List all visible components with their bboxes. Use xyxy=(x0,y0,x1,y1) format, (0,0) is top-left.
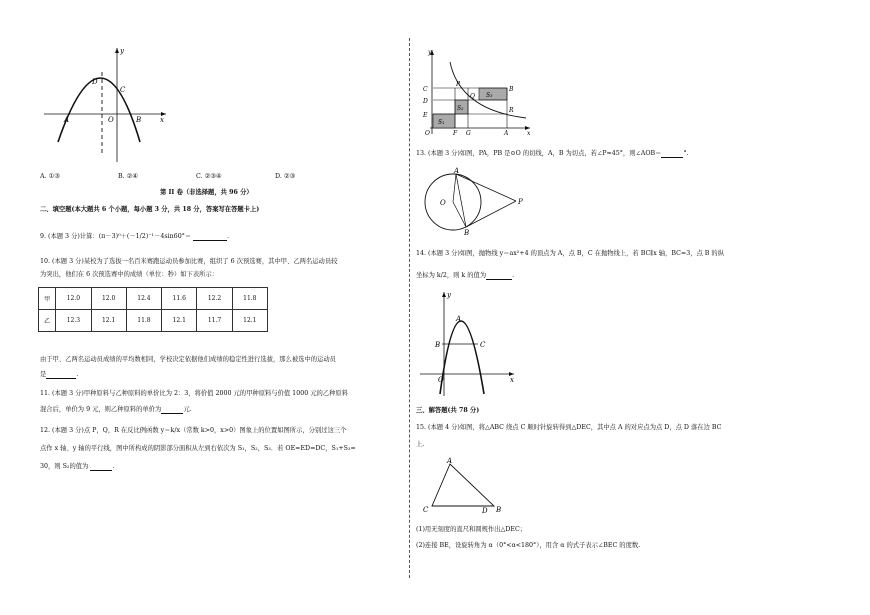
q10-line3: 由于甲、乙两名运动员成绩的平均数相同，学校决定依据他们成绩的稳定性进行选拔，那么被选中的运动员 xyxy=(40,356,336,363)
svg-text:D: D xyxy=(423,98,428,105)
circle-tangent-figure xyxy=(420,166,530,236)
q9: 9. (本题 3 分)计算：(π－3)⁰＋(－1/2)⁻¹－4sin60°＝ . xyxy=(40,233,230,240)
svg-text:x: x xyxy=(160,116,164,124)
svg-text:S₂: S₂ xyxy=(457,105,464,112)
q10-line1: 10. (本题 3 分)某校为了选拔一名百米赛跑运动员参加比赛，组织了 6 次预选赛，其中甲、乙两名运动员较 xyxy=(40,258,338,265)
parabola-figure-2 xyxy=(418,288,518,398)
q12-line3: 30，则 S₂的值为 . xyxy=(40,463,115,470)
svg-text:D: D xyxy=(92,78,98,86)
table-row: 甲 12.0 12.0 12.4 11.6 12.2 11.8 xyxy=(39,288,268,310)
svg-text:A: A xyxy=(447,457,453,465)
column-divider xyxy=(409,38,410,578)
q15-sub2: (2)连接 BE，设旋转角为 α（0°<α<180°），用含 α 的式子表示∠BEC 的度数. xyxy=(416,542,641,549)
choice-a: A. ①③ xyxy=(40,173,60,180)
svg-text:x: x xyxy=(510,376,514,384)
svg-text:C: C xyxy=(423,86,428,93)
q11-line2: 混合后，单价为 9 元，则乙种原料的单价为 元. xyxy=(40,406,192,413)
svg-text:O: O xyxy=(440,199,446,207)
svg-text:B: B xyxy=(136,116,142,124)
triangle-figure xyxy=(420,456,510,516)
svg-text:C: C xyxy=(423,506,429,514)
svg-text:B: B xyxy=(509,86,514,93)
section2-header: 二、填空题(本大题共 6 个小题，每小题 3 分，共 18 分，答案写在答题卡上) xyxy=(40,206,260,213)
parabola-figure-1 xyxy=(40,44,170,164)
svg-text:D: D xyxy=(482,507,488,515)
svg-text:B: B xyxy=(496,506,502,514)
section3-header: 三、解答题(共 78 分) xyxy=(416,407,480,414)
svg-text:E: E xyxy=(423,112,428,119)
svg-text:A: A xyxy=(454,167,460,175)
svg-text:O: O xyxy=(108,116,114,124)
svg-text:y: y xyxy=(120,47,124,55)
q12-line2: 点作 x 轴、y 轴的平行线，图中所构成的阴影部分面积从左到右依次为 S₁，S₂，S₃．若 OE=ED=DC，S₁+S₃= xyxy=(40,445,356,452)
svg-text:O: O xyxy=(438,376,444,384)
q12-line1: 12. (本题 3 分)点 P，Q，R 在反比例函数 y＝k/x（常数 k>0，x>0）图象上的位置如图所示，分别过这三个 xyxy=(40,427,347,434)
q10-line2: 为突出，他们在 6 次预选赛中的成绩（单位：秒）如下表所示： xyxy=(40,271,219,278)
svg-text:A: A xyxy=(64,116,70,124)
table-row: 乙 12.3 12.1 11.8 12.1 11.7 12.1 xyxy=(39,310,268,332)
svg-text:A: A xyxy=(504,130,509,137)
svg-text:O: O xyxy=(425,130,430,137)
svg-text:A: A xyxy=(456,315,462,323)
svg-text:C: C xyxy=(480,341,486,349)
svg-text:S₃: S₃ xyxy=(486,92,493,99)
hyperbola-figure xyxy=(422,44,537,136)
part2-title: 第 II 卷（非选择题，共 96 分） xyxy=(160,189,253,196)
svg-text:y: y xyxy=(447,291,451,299)
q13: 13. (本题 3 分)如图，PA，PB 是⊙O 的切线，A，B 为切点，若∠P=45°，则∠AOB＝ °. xyxy=(416,150,689,157)
svg-text:Q: Q xyxy=(470,93,475,100)
q10-line4: 是 . xyxy=(40,371,79,378)
choice-d: D. ②③ xyxy=(275,173,296,180)
score-table xyxy=(38,287,268,332)
svg-text:F: F xyxy=(453,130,458,137)
q14-line1: 14. (本题 3 分)如图，抛物线 y＝ax²+4 的顶点为 A，点 B，C 在抛物线上，若 BC∥x 轴，BC=3，点 B 的纵 xyxy=(416,250,725,257)
svg-text:x: x xyxy=(527,130,531,137)
q15-sub1: (1)用无刻度的直尺和圆规作出△DEC； xyxy=(416,526,527,533)
q15-line2: 上. xyxy=(416,441,425,448)
svg-text:S₁: S₁ xyxy=(438,119,445,126)
svg-text:P: P xyxy=(456,81,461,88)
svg-text:R: R xyxy=(509,107,514,114)
q11-line1: 11. (本题 3 分)甲种原料与乙种原料的单价比为 2：3，将价值 2000 元的甲种原料与价值 1000 元的乙种原料 xyxy=(40,390,348,397)
choice-b: B. ②④ xyxy=(118,173,138,180)
svg-text:C: C xyxy=(120,86,126,94)
q15-line1: 15. (本题 4 分)如图，将△ABC 绕点 C 顺时针旋转得到△DEC，其中点 A 的对应点为点 D，点 D 落在边 BC xyxy=(416,424,722,431)
svg-text:G: G xyxy=(466,130,471,137)
svg-text:y: y xyxy=(428,49,432,56)
q14-line2: 坐标为 k/2，则 k 的值为 . xyxy=(416,272,515,279)
svg-text:P: P xyxy=(518,198,523,206)
svg-text:B: B xyxy=(435,341,441,349)
choice-c: C. ②③④ xyxy=(196,173,222,180)
svg-text:B: B xyxy=(464,229,470,237)
